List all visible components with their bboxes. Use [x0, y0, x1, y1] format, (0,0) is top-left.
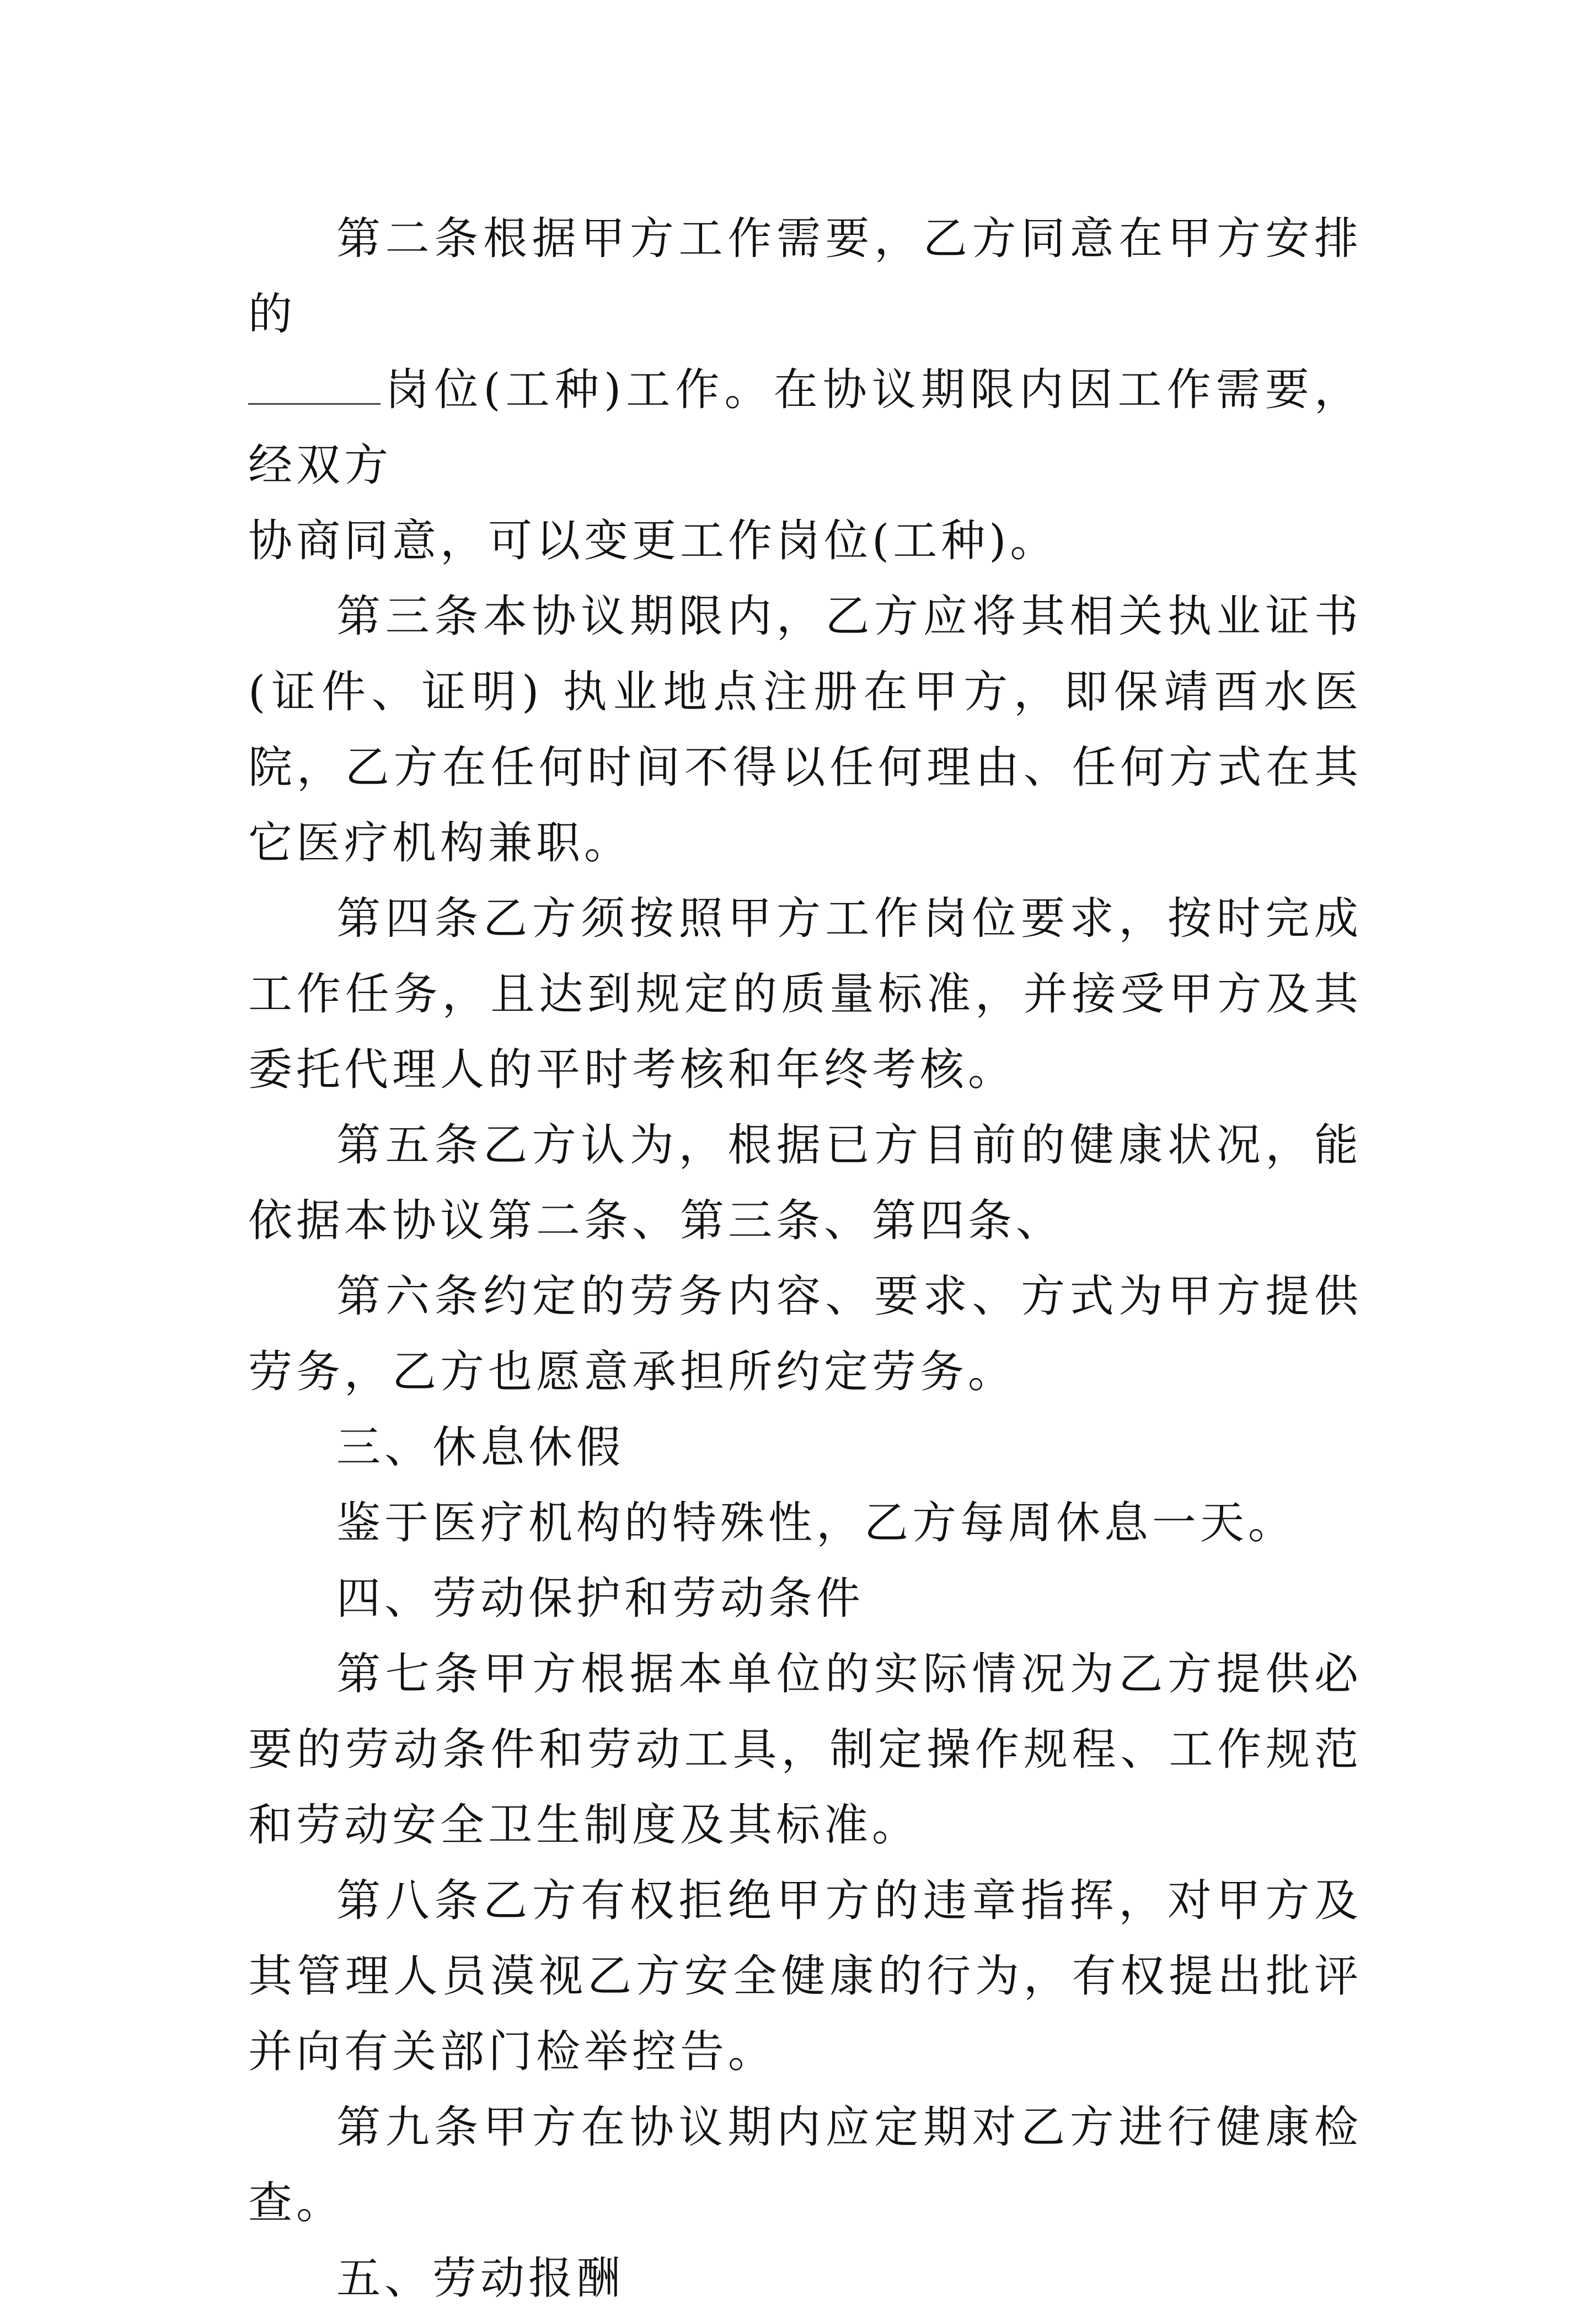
article-3: 第三条本协议期限内，乙方应将其相关执业证书(证件、证明) 执业地点注册在甲方，即保靖酉水医院，乙方在任何时间不得以任何理由、任何方式在其它医疗机构兼职。: [248, 591, 1362, 868]
document-body: [248, 201, 1362, 2316]
rest-clause: 鉴于医疗机构的特殊性，乙方每周休息一天。: [336, 1497, 1296, 1548]
article-6: 第六条约定的劳务内容、要求、方式为甲方提供劳务，乙方也愿意承担所约定劳务。: [248, 1270, 1362, 1397]
article-9: 第九条甲方在协议期内应定期对乙方进行健康检查。: [248, 2101, 1362, 2228]
section-3-heading: 三、休息休假: [336, 1422, 624, 1473]
article-2-line-2: [248, 352, 1362, 503]
article-5: 第五条乙方认为，根据已方目前的健康状况，能依据本协议第二条、第三条、第四条、: [248, 1119, 1362, 1246]
article-4: 第四条乙方须按照甲方工作岗位要求，按时完成工作任务，且达到规定的质量标准，并接受甲方及其委托代理人的平时考核和年终考核。: [248, 893, 1362, 1095]
article-7: 第七条甲方根据本单位的实际情况为乙方提供必要的劳动条件和劳动工具，制定操作规程、工作规范和劳动安全卫生制度及其标准。: [248, 1648, 1362, 1851]
section-5-heading: 五、劳动报酬: [336, 2253, 624, 2304]
section-4-heading: 四、劳动保护和劳动条件: [336, 1573, 864, 1624]
article-8: 第八条乙方有权拒绝甲方的违章指挥，对甲方及其管理人员漠视乙方安全健康的行为，有权提出批评并向有关部门检举控告。: [248, 1875, 1362, 2077]
article-2-line-1: 第二条根据甲方工作需要，乙方同意在甲方安排的: [248, 213, 1362, 340]
article-2-line-3: 协商同意，可以变更工作岗位(工种)。: [248, 515, 1058, 566]
fill-in-blank: [248, 359, 381, 405]
article-2-line-2-text: 岗位(工种)工作。在协议期限内因工作需要，经双方: [248, 364, 1362, 491]
